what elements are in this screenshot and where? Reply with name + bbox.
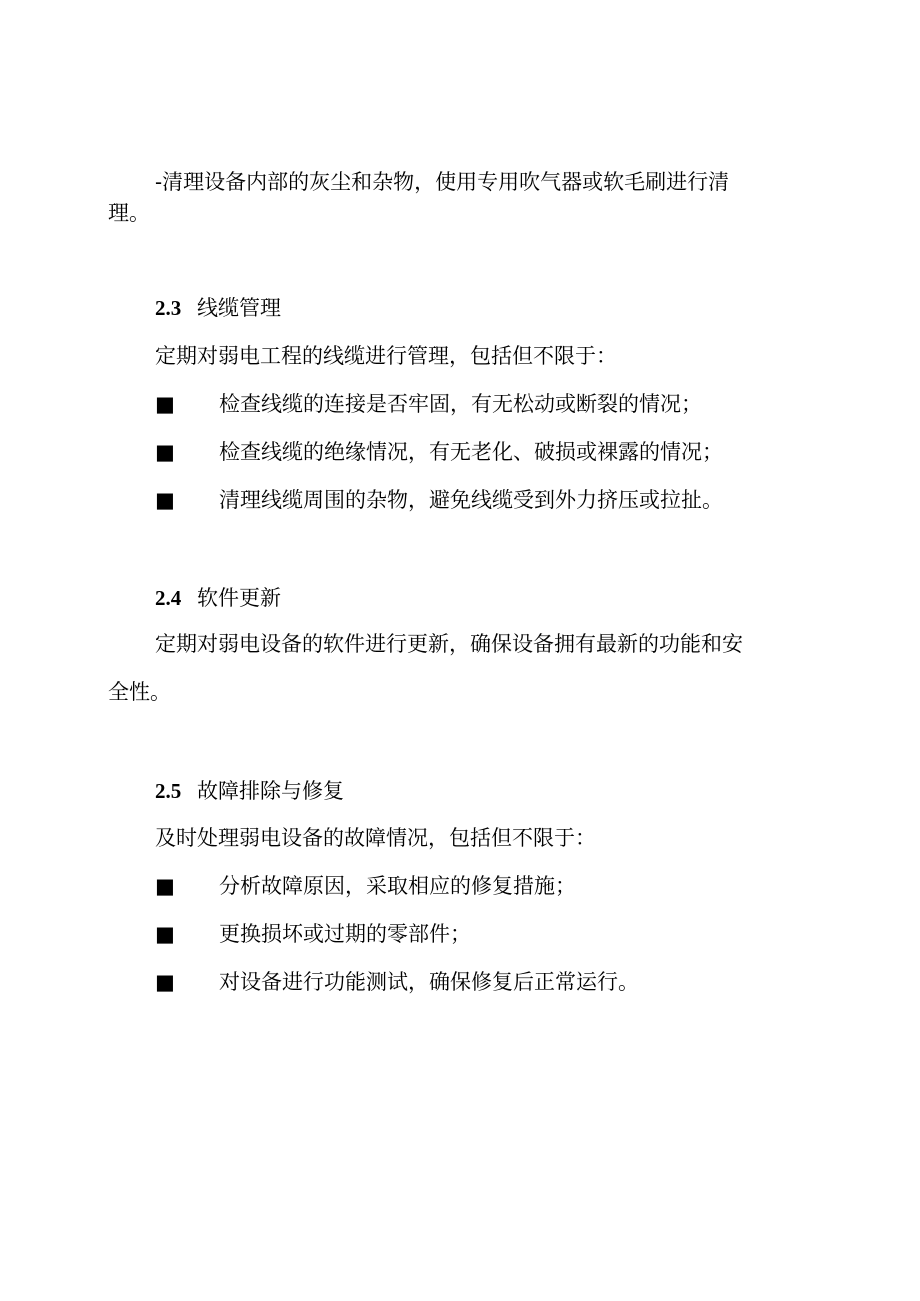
list-item-text: 分析故障原因，采取相应的修复措施； xyxy=(219,874,576,898)
section-number: 2.4 xyxy=(155,586,182,610)
section-body-line-2: 全性。 xyxy=(108,680,171,704)
list-item-text: 检查线缆的连接是否牢固，有无松动或断裂的情况； xyxy=(219,392,702,416)
bullet-square-icon: ■ xyxy=(155,440,175,464)
bullet-square-icon: ■ xyxy=(155,392,175,416)
section-heading-2-5 xyxy=(155,777,344,805)
list-item xyxy=(155,390,702,418)
section-intro-2-5: 及时处理弱电设备的故障情况，包括但不限于： xyxy=(155,826,596,850)
list-item xyxy=(155,486,723,514)
section-heading-2-4 xyxy=(155,584,281,612)
bullet-square-icon: ■ xyxy=(155,874,175,898)
list-item-text: 更换损坏或过期的零部件； xyxy=(219,922,471,946)
list-item xyxy=(155,920,471,948)
section-intro-2-3: 定期对弱电工程的线缆进行管理，包括但不限于： xyxy=(155,344,617,368)
bullet-square-icon: ■ xyxy=(155,922,175,946)
list-item-text: 对设备进行功能测试，确保修复后正常运行。 xyxy=(219,970,639,994)
section-title: 软件更新 xyxy=(197,586,281,610)
list-item-text: 清理线缆周围的杂物，避免线缆受到外力挤压或拉扯。 xyxy=(219,488,723,512)
bullet-square-icon: ■ xyxy=(155,970,175,994)
intro-line-2: 理。 xyxy=(108,201,150,225)
section-title: 故障排除与修复 xyxy=(197,779,344,803)
section-number: 2.3 xyxy=(155,296,182,320)
section-heading-2-3 xyxy=(155,294,281,322)
section-number: 2.5 xyxy=(155,779,182,803)
intro-line-1: -清理设备内部的灰尘和杂物，使用专用吹气器或软毛刷进行清 xyxy=(155,170,730,194)
section-body-line-1: 定期对弱电设备的软件进行更新，确保设备拥有最新的功能和安 xyxy=(155,632,743,656)
list-item xyxy=(155,438,723,466)
list-item xyxy=(155,872,576,900)
bullet-square-icon: ■ xyxy=(155,488,175,512)
list-item xyxy=(155,968,639,996)
list-item-text: 检查线缆的绝缘情况，有无老化、破损或裸露的情况； xyxy=(219,440,723,464)
section-title: 线缆管理 xyxy=(197,296,281,320)
